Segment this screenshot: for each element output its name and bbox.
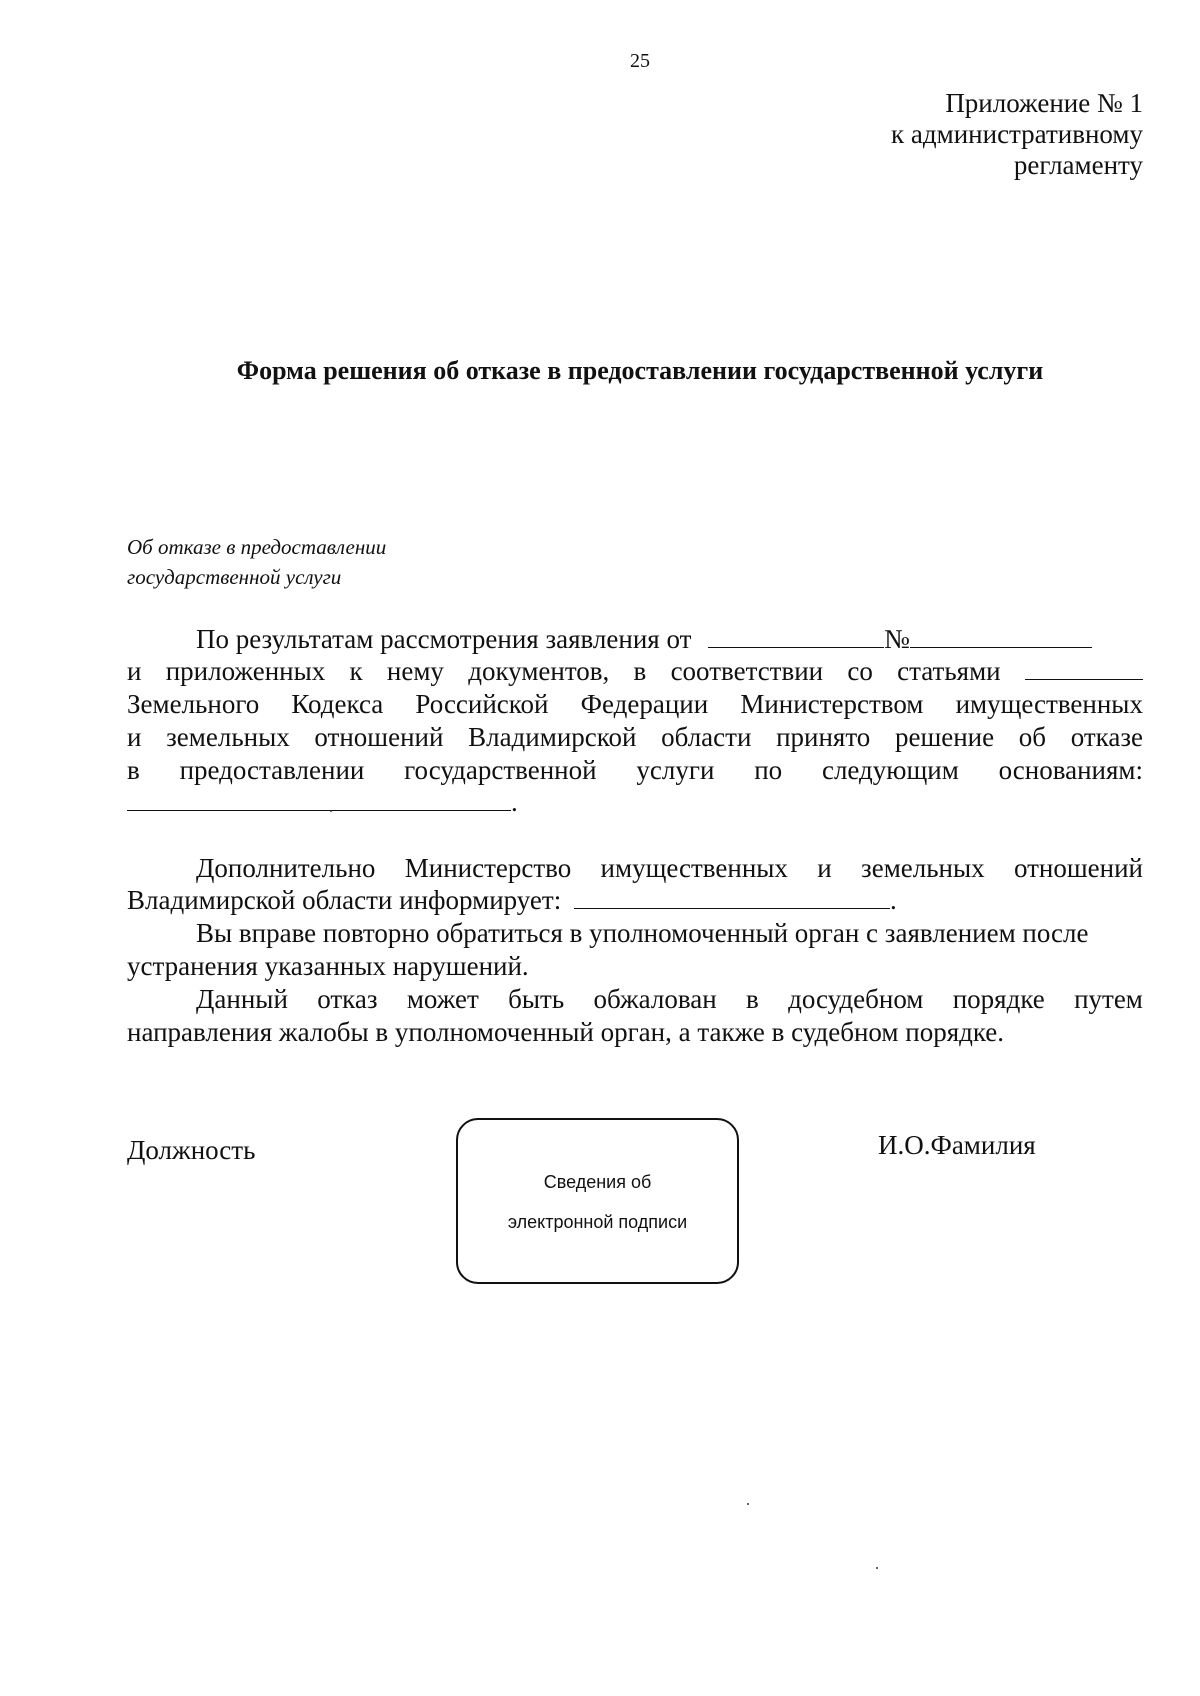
word: порядке [952,984,1045,1014]
paragraph-2-line-1 [127,852,1143,885]
word: Владимирской [468,722,637,752]
word: обжалован [593,984,717,1014]
word: Дополнительно [196,853,376,883]
word: по [754,755,783,785]
paragraph-1-line-5 [127,754,1143,787]
word: Земельного [127,689,260,719]
word: Кодекса [291,689,384,719]
application-date-blank [708,623,884,648]
appendix-header [891,88,1143,181]
electronic-signature-box [456,1118,739,1284]
word: имущественных [600,853,788,883]
paragraph-1-line-6 [127,786,1143,819]
ecp-line-1: Сведения об [543,1172,652,1192]
word: Российской [415,689,549,719]
grounds-blank [127,786,511,811]
paragraph-1-line-1 [127,623,1143,656]
word: Федерации [580,689,709,719]
word: Министерство [404,853,572,883]
inform-label: Владимирской области информирует: [127,885,562,915]
additional-info-blank [574,884,890,909]
word: решение [894,722,995,752]
word: отказе [1070,722,1143,752]
word: со [847,656,873,686]
paragraph-4-line-2: направления жалобы в уполномоченный орган, а также в судебном порядке. [127,1017,1005,1047]
word: области [661,722,752,752]
paragraph-2-line-2 [127,884,1143,917]
word: государственной [404,755,597,785]
subject-line-1: Об отказе в предоставлении [127,535,387,559]
word: земельных [166,722,290,752]
word: нему [386,656,444,686]
word: основаниям: [998,755,1143,785]
word: и [127,722,142,752]
word: соответствии [670,656,824,686]
word: и [127,656,142,686]
scan-speck [330,810,332,812]
word: предоставлении [179,755,365,785]
word: отказ [317,984,378,1014]
word: Министерством [740,689,924,719]
period: . [889,885,897,915]
appendix-line-1: Приложение № 1 [945,88,1143,118]
period: . [511,787,518,817]
word: путем [1074,984,1143,1014]
articles-blank [1025,655,1143,680]
word: в [633,656,647,686]
scan-speck [747,1503,749,1505]
word: к [349,656,363,686]
appendix-line-2: к административному [891,119,1143,149]
word: следующим [821,755,959,785]
paragraph-3-line-2: устранения указанных нарушений. [127,951,529,981]
paragraph-3-line-1: Вы вправе повторно обратиться в уполномоченный орган с заявлением после [196,918,1089,948]
word: документов, [468,656,610,686]
paragraph-1-line-2 [127,655,1143,688]
form-title: Форма решения об отказе в предоставлении государственной услуги [236,356,1044,385]
word: в [746,984,759,1014]
word: может [406,984,479,1014]
word: и [817,853,832,883]
paragraph-1-line-4 [127,721,1143,754]
word: услуги [636,755,715,785]
word: принято [776,722,871,752]
application-number-blank [910,623,1092,648]
word: в [127,755,140,785]
word: Данный [196,984,288,1014]
word: земельных [861,853,985,883]
paragraph-1-line-3 [127,688,1143,721]
word: отношений [1013,853,1143,883]
application-date-label: По результатам рассмотрения заявления от [196,624,692,654]
page-number: 25 [630,50,650,72]
position-label: Должность [127,1135,256,1165]
word: приложенных [165,656,326,686]
subject-line-2: государственной услуги [127,565,342,589]
word: статьями [897,656,1001,686]
word: отношений [314,722,444,752]
paragraph-4-line-1 [127,983,1143,1016]
word: быть [508,984,565,1014]
ecp-line-2: электронной подписи [507,1212,688,1232]
number-sign: № [884,624,910,654]
scan-speck [876,1567,878,1569]
appendix-line-3: регламенту [1013,150,1143,180]
word: имущественных [955,689,1143,719]
signatory-name: И.О.Фамилия [878,1130,1036,1160]
word: об [1018,722,1047,752]
decision-subject [127,532,386,592]
word: досудебном [788,984,924,1014]
